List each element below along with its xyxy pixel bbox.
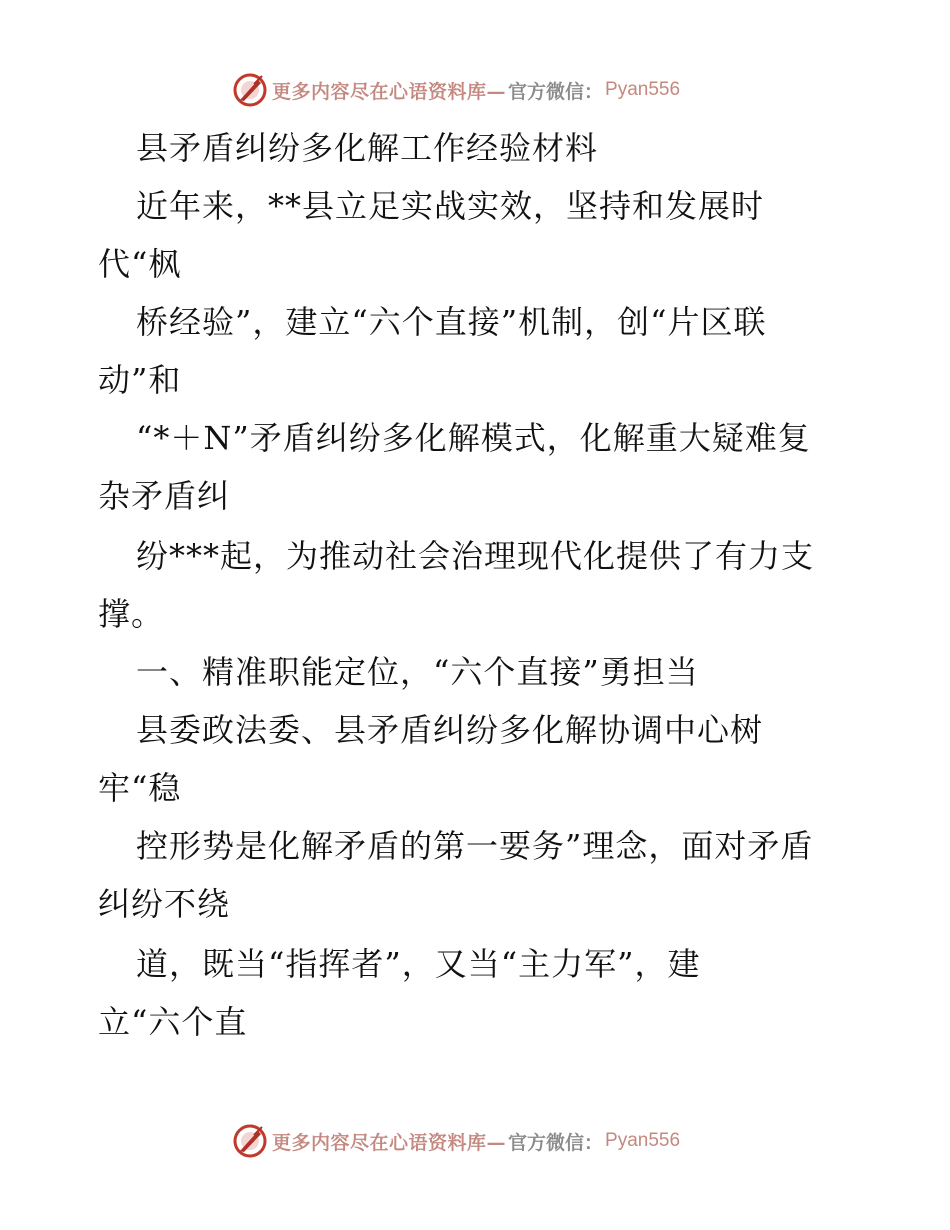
paragraph-line: 道，既当“指挥者”，又当“主力军”，建 <box>136 945 701 983</box>
quill-logo-icon <box>232 72 268 108</box>
watermark-wechat-label: 官方微信： <box>508 80 604 103</box>
paragraph-line: 撑。 <box>98 595 165 633</box>
watermark-wechat-id: Pyan556 <box>605 79 681 100</box>
watermark-banner-top <box>232 70 680 110</box>
document-title: 县矛盾纠纷多化解工作经验材料 <box>136 129 599 167</box>
paragraph-line: 纷***起，为推动社会治理现代化提供了有力支 <box>136 537 815 575</box>
paragraph-line: 县委政法委、县矛盾纠纷多化解协调中心树 <box>136 711 764 749</box>
watermark-site-text: 更多内容尽在心语资料库— <box>272 80 507 103</box>
paragraph-line: 牢“稳 <box>98 769 182 807</box>
paragraph-line: 杂矛盾纠 <box>98 477 231 515</box>
paragraph-line: 控形势是化解矛盾的第一要务”理念，面对矛盾 <box>136 827 814 865</box>
paragraph-line: “*＋N”矛盾纠纷多化解模式，化解重大疑难复 <box>136 419 811 457</box>
paragraph-line: 动”和 <box>98 361 182 399</box>
paragraph-line: 桥经验”，建立“六个直接”机制，创“片区联 <box>136 303 767 341</box>
watermark-site-text: 更多内容尽在心语资料库— <box>272 1131 507 1154</box>
paragraph-line: 近年来，**县立足实战实效，坚持和发展时 <box>136 187 765 225</box>
quill-logo-icon <box>232 1123 268 1159</box>
watermark-wechat-label: 官方微信： <box>508 1131 604 1154</box>
paragraph-line: 代“枫 <box>98 245 182 283</box>
watermark-banner-bottom <box>232 1121 680 1161</box>
paragraph-line: 纠纷不绕 <box>98 885 231 923</box>
paragraph-line: 立“六个直 <box>98 1003 248 1041</box>
watermark-wechat-id: Pyan556 <box>605 1130 681 1151</box>
section-heading: 一、精准职能定位，“六个直接”勇担当 <box>136 653 699 691</box>
